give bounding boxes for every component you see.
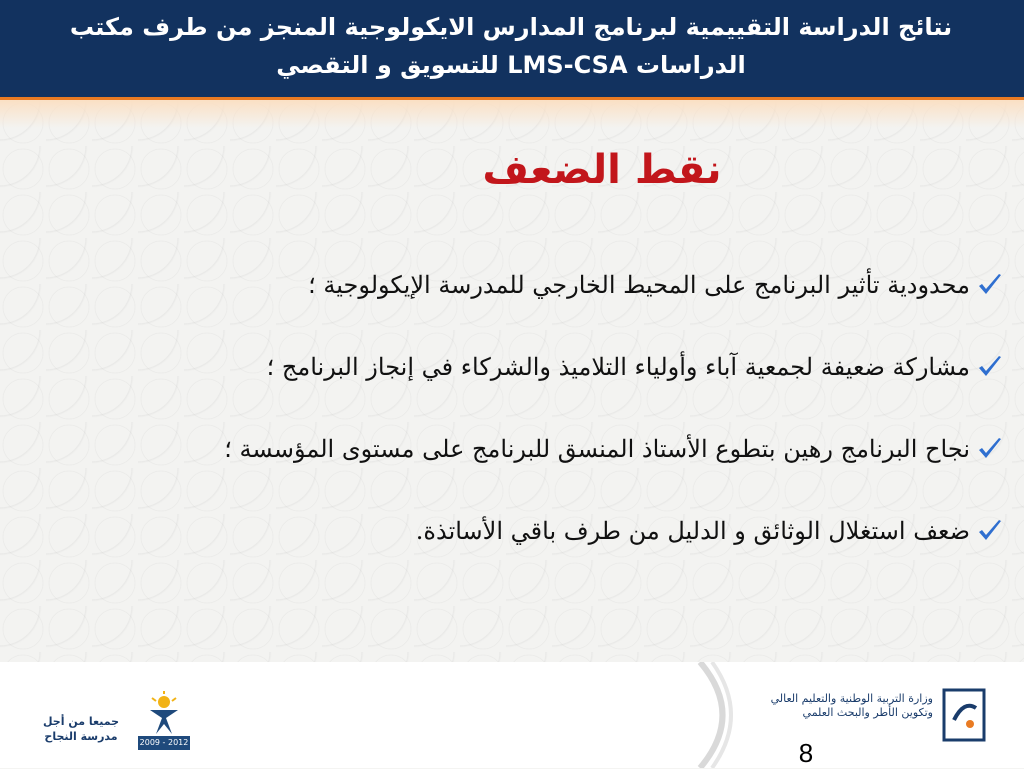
decorative-arc bbox=[690, 662, 750, 768]
list-item-text: نجاح البرنامج رهين بتطوع الأستاذ المنسق للبرنامج على مستوى المؤسسة ؛ bbox=[224, 435, 970, 463]
list-item-text: ضعف استغلال الوثائق و الدليل من طرف باقي الأساتذة. bbox=[415, 517, 970, 545]
checkmark-icon bbox=[976, 517, 1004, 545]
checkmark-icon bbox=[976, 271, 1004, 299]
anniversary-years: 2009 - 2012 bbox=[138, 736, 190, 750]
header-shadow bbox=[0, 100, 1024, 128]
list-item bbox=[164, 490, 1004, 572]
slide-header bbox=[0, 0, 1024, 100]
checkmark-icon bbox=[976, 353, 1004, 381]
list-item bbox=[164, 408, 1004, 490]
slide-title: نتائج الدراسة التقييمية لبرنامج المدارس الايكولوجية المنجز من طرف مكتب الدراسات LMS-CSA للتسويق و التقصي bbox=[69, 13, 953, 79]
list-item bbox=[164, 326, 1004, 408]
ministry-name: وزارة التربية الوطنية والتعليم العالي وتكوين الأطر والبحث العلمي bbox=[770, 692, 933, 719]
list-item bbox=[164, 244, 1004, 326]
checkmark-icon bbox=[976, 435, 1004, 463]
page-number: 8 bbox=[798, 738, 814, 768]
slogan-logo: جميعا من أجل مدرسة النجاح bbox=[42, 715, 120, 743]
slide-footer bbox=[0, 662, 1024, 768]
anniversary-logo bbox=[138, 690, 190, 750]
list-item-text: محدودية تأثير البرنامج على المحيط الخارجي للمدرسة الإيكولوجية ؛ bbox=[308, 271, 970, 299]
section-heading: نقط الضعف bbox=[482, 147, 722, 193]
bullet-list bbox=[164, 244, 1004, 572]
star-figure-icon bbox=[138, 690, 190, 736]
ministry-logo-icon bbox=[940, 684, 988, 746]
list-item-text: مشاركة ضعيفة لجمعية آباء وأولياء التلاميذ والشركاء في إنجاز البرنامج ؛ bbox=[266, 353, 970, 381]
